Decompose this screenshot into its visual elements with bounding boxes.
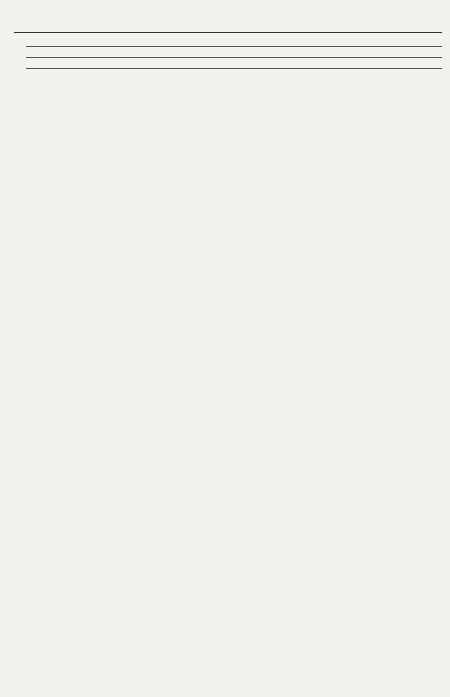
page-header — [14, 6, 442, 33]
toc-chapter-5 — [26, 57, 442, 58]
table-of-contents — [0, 36, 450, 69]
toc-chapter-6 — [26, 68, 442, 69]
toc-chapter-4 — [26, 46, 442, 47]
